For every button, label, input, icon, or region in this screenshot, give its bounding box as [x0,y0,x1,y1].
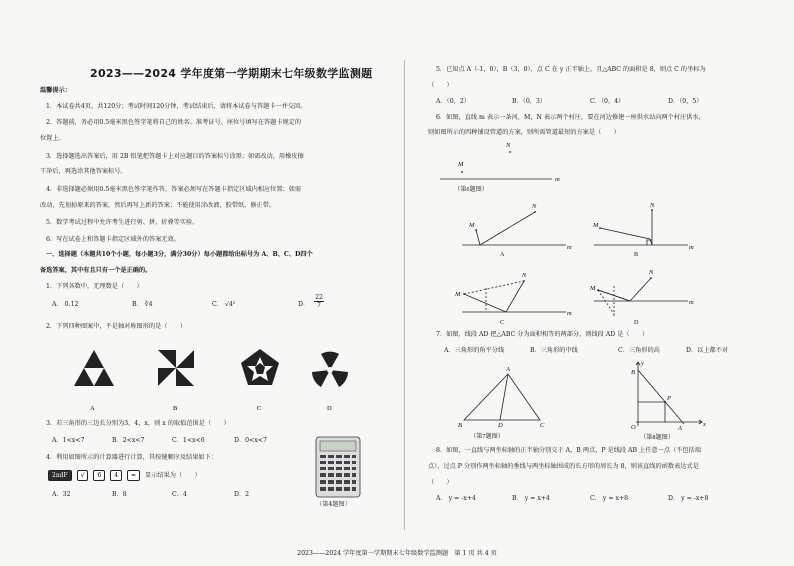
tip-3-cont: 干净后，再选涂其他答案标号。 [40,168,127,175]
q1-option-d-label: D． [298,301,310,308]
q6-label-a: A [500,251,505,258]
q2-label-d: D [327,405,332,412]
q1-d-numerator: 22 [315,294,323,301]
q1-option-d-fraction [314,294,324,310]
q6-c-label-m: M [455,291,461,298]
q6-line1: 6．如图，直线 m 表示一条河，M，N 表示两个村庄，要在河边修建一座供水站向两个村庄供水， [436,114,705,121]
q7-point-d: D [498,422,503,429]
key-equals: = [127,470,140,481]
q6-label-b: B [634,251,639,258]
tip-1: 1．本试卷共4页，共120分；考试时间120分钟，考试结束后，请将本试卷与答题卡一并交回。 [46,103,307,110]
q4-caption: （第4题图） [316,501,351,508]
q8-point-a: A [678,425,682,432]
q6-a-label-river: m [567,244,572,251]
q2-pattern-b [158,350,194,386]
q4-option-c: C．4 [172,491,187,498]
q6-a-label-n: N [532,203,537,210]
tip-4-cont: 改动，先划掉原来的答案，然后再写上新的答案；不能使用涂改液、胶带纸、修正带。 [40,202,276,209]
q6-d-label-river: m [689,299,694,306]
tip-2: 2．答题前，务必用0.5毫米黑色签字笔将自己的姓名、准考证号、座位号填写在答题卡规定的 [46,119,302,126]
q3-stem: 3．若三角形的三边长分别为3，4，x，则 x 的取值范围是（ ） [46,420,230,427]
tip-6: 6．写在试卷上和答题卡指定区域外的答案无效。 [46,236,180,243]
q8-point-p: P [667,395,671,402]
q1-option-a: A． 0.12 [52,301,79,308]
q4-result: 显示结果为（ ） [145,472,201,479]
q2-label-b: B [173,405,178,412]
tips-heading: 温馨提示： [40,87,71,94]
q8-option-d: D． y = -x+8 [668,495,709,502]
q8-option-a: A． y = -x+4 [436,495,476,502]
q6-main-label-river: m [555,176,560,183]
q8-line1: 8．如图，一直线与两坐标轴的正半轴分别交于 A，B 两点，P 是线段 AB 上任意一点（不包括端 [436,447,701,454]
q7-point-c: C [540,422,545,429]
tip-5: 5．数学考试过程中允许考生进行剪、拼、折叠等实验。 [46,219,199,226]
q6-main-label-m: M [458,161,464,168]
q2-label-a: A [90,405,95,412]
exam-title: 2023——2024 学年度第一学期期末七年级数学监测题 [90,67,373,80]
q7-option-d: D．以上都不对 [686,347,729,354]
q5-stem: 5．已知点 A（-1，0），B（3，0），点 C 在 y 正半轴上，且△ABC 的面积是 8，则点 C 的坐标为 [436,66,706,73]
q5-option-a: A．（0，2） [436,98,470,105]
q2-pattern-d [312,352,348,387]
key-2ndf: 2ndF [48,470,72,481]
q8-origin: O [631,424,636,431]
column-divider [404,60,405,530]
tip-4: 4．非选择题必须用0.5毫米黑色签字笔作答，答案必须写在答题卡指定区域内相应位置；如需 [46,186,302,193]
q3-option-d: D．0<x<7 [234,437,267,444]
q6-label-d: D [634,319,639,326]
q6-d-label-m: M [590,285,596,292]
q7-point-a: A [506,366,510,373]
q8-axis-y: y [641,360,644,367]
q5-option-b: B．（0，3） [512,98,547,105]
q4-stem: 4．利用如图所示的计算器进行计算，其按键顺序及结果如下： [46,454,217,461]
q6-c-label-river: m [567,310,572,317]
q6-b-label-n: N [650,202,655,209]
q2-pattern-a [74,350,114,386]
calculator-figure [315,436,361,498]
tip-3: 3．选择题选出答案后，用 2B 铅笔把答题卡上对应题目的答案标号涂黑；如需改动，用橡皮擦 [46,153,304,160]
q7-point-b: B [458,422,462,429]
q7-option-b: B．三角形的中线 [530,347,578,354]
q8-option-b: B． y = x+4 [512,495,550,502]
q4-option-a: A．32 [52,491,71,498]
q2-patterns [74,346,374,416]
q4-key-sequence [48,470,201,481]
tip-2-cont: 位置上。 [40,135,65,142]
q6-label-c: C [500,319,505,326]
q7-caption: （第7题图） [470,433,505,440]
q6-line2: 则如图所示的四种铺设管道的方案，则所需管道最短的方案是（ ） [428,129,620,136]
q2-label-c: C [257,405,262,412]
q6-a-label-m: M [469,222,475,229]
q6-b-label-river: m [689,244,694,251]
q8-axis-x: x [703,421,706,428]
q6-figure [418,138,788,330]
q5-option-d: D．（0，5） [668,98,703,105]
q8-option-c: C． y = x+8 [590,495,629,502]
key-6: 6 [93,470,105,481]
q1-stem: 1．下列各数中，无理数是（ ） [46,283,143,290]
key-4: 4 [110,470,122,481]
key-sqrt: √ [77,470,89,481]
q6-c-label-n: N [522,272,527,279]
q1-option-b: B． ∛4 [132,301,153,308]
q5-option-c: C．（0，4） [590,98,625,105]
q7-figure [448,360,558,440]
q8-figure [628,356,708,442]
q8-caption: （第8题图） [640,434,675,441]
section1-line1: 一、选择题（本题共10个小题，每小题3分，满分30分）每小题都给出标号为 A、B、C、D四个 [46,251,313,258]
q3-option-c: C．1<x<6 [172,437,205,444]
q8-line2: 点），过点 P 分别作两坐标轴的垂线与两坐标轴围成的长方形的周长为 8，则该直线的函数表达式是 [428,463,699,470]
q1-option-c: C． √4² [212,301,236,308]
q2-pattern-c [241,349,279,385]
q6-caption: （第6题图） [454,186,489,193]
page-footer: 2023——2024 学年度第一学期期末七年级数学监测题 第 1 页 共 4 页 [297,550,497,557]
section1-line2: 备选答案，其中有且只有一个是正确的。 [40,267,152,274]
q6-b-label-m: M [593,222,599,229]
q4-option-d: D．2 [234,491,250,498]
q7-stem: 7．如图，线段 AD 把△ABC 分为面积相等的两部分，则线段 AD 是（ ） [436,331,649,338]
q3-option-a: A．1<x<7 [52,437,85,444]
q8-point-b: B [631,369,635,376]
q6-d-label-n: N [649,269,654,276]
q2-stem: 2．下列四种图案中，不是轴对称图形的是（ ） [46,323,187,330]
q8-paren: （ ） [428,479,453,486]
q4-option-b: B．8 [112,491,127,498]
q7-option-c: C．三角形的高 [618,347,660,354]
q1-d-denominator: 7 [317,302,321,310]
q6-main-label-n: N [506,142,511,149]
q3-option-b: B．2<x<7 [112,437,145,444]
q7-option-a: A．三角形的角平分线 [444,347,505,354]
q5-paren: （ ） [428,82,453,89]
